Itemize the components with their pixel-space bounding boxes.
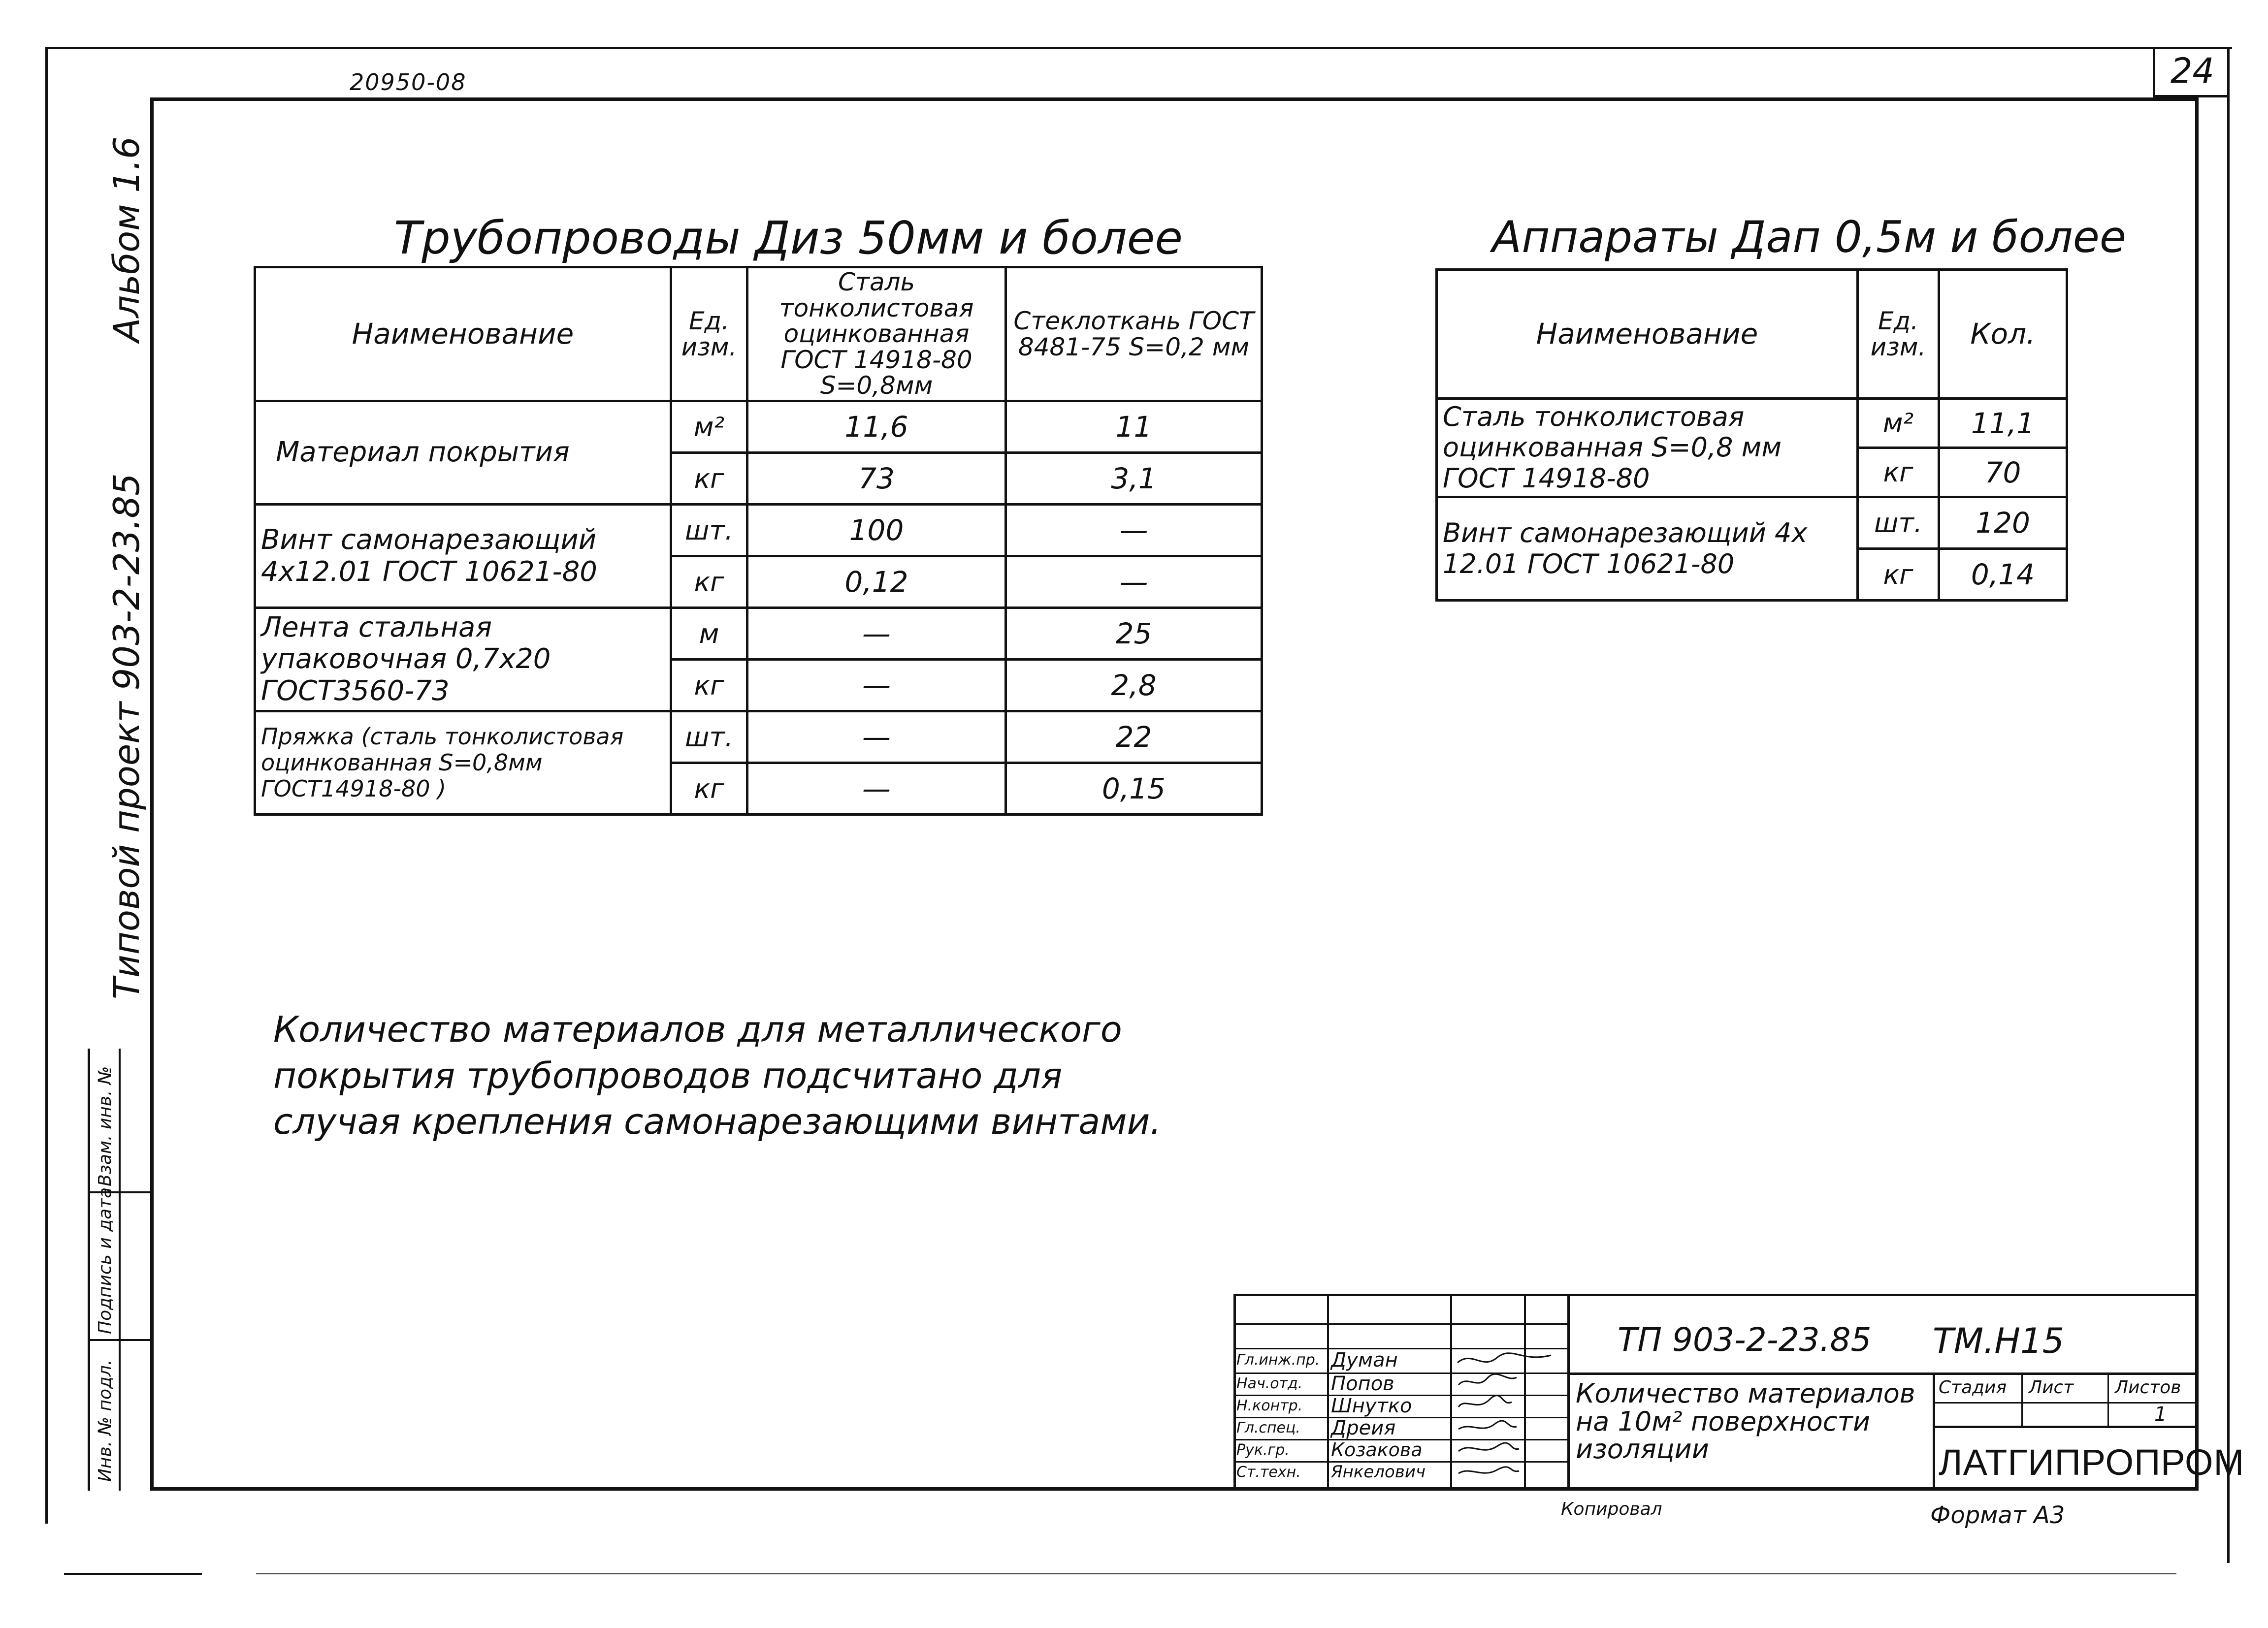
- note: [273, 1007, 1161, 1145]
- right-table-title: Аппараты Дап 0,5м и более: [1492, 212, 2126, 262]
- stamp-mark: ТМ.Н15: [1933, 1321, 2065, 1361]
- row-name: Сталь тонколистовая оцинкованная S=0,8 мм ГОСТ 14918-80: [1437, 399, 1858, 497]
- apparatus-table: [1435, 268, 2068, 602]
- person-name: Янкелович: [1331, 1462, 1426, 1482]
- row-value: —: [747, 660, 1006, 711]
- row-unit: кг: [671, 660, 747, 711]
- row-name: Лента стальная упаковочная 0,7х20 ГОСТ3560-73: [255, 608, 671, 711]
- row-value: 0,15: [1006, 763, 1262, 815]
- row-unit: кг: [671, 556, 747, 608]
- row-value: 22: [1006, 711, 1262, 763]
- row-unit: м: [671, 608, 747, 660]
- stamp-title: [1576, 1380, 1915, 1464]
- header-glass-fabric: Стеклоткань ГОСТ 8481-75 S=0,2 мм: [1006, 267, 1262, 401]
- signatures: [1453, 1348, 1571, 1491]
- row-value: 100: [747, 505, 1006, 556]
- row-unit: шт.: [671, 505, 747, 556]
- organization: ЛАТГИПРОПРОМ: [1939, 1442, 2245, 1483]
- outer-frame-right-edge: [2227, 47, 2230, 1563]
- row-unit: м²: [1858, 399, 1939, 448]
- album-label: Альбом 1.6: [106, 136, 147, 342]
- row-unit: кг: [1858, 448, 1939, 497]
- stamp-doc-number: ТП 903-2-23.85: [1618, 1321, 1872, 1359]
- person-name: Шнутко: [1331, 1395, 1412, 1417]
- row-value: 0,14: [1939, 549, 2067, 601]
- format-label: Формат А3: [1930, 1501, 2065, 1529]
- row-value: —: [747, 608, 1006, 660]
- row-unit: шт.: [671, 711, 747, 763]
- row-value: 120: [1939, 497, 2067, 549]
- sheet-number: 24: [2153, 47, 2230, 97]
- footer-line: [256, 1573, 2176, 1574]
- role-label: Н.контр.: [1236, 1397, 1303, 1414]
- person-name: Думан: [1331, 1349, 1398, 1372]
- row-value: 0,12: [747, 556, 1006, 608]
- role-label: Гл.спец.: [1236, 1419, 1300, 1436]
- row-unit: кг: [671, 453, 747, 505]
- row-name: Материал покрытия: [255, 401, 671, 505]
- row-value: 11,6: [747, 401, 1006, 453]
- strip-label-replace: Взам. инв. №: [95, 1066, 115, 1186]
- person-name: Дреия: [1331, 1417, 1396, 1439]
- note-line: Количество материалов для металлического: [273, 1009, 1122, 1050]
- stage-label: Стадия: [1939, 1377, 2007, 1398]
- person-name: Козакова: [1331, 1439, 1423, 1461]
- person-name: Попов: [1331, 1373, 1394, 1395]
- stamp-title-line: Количество материалов: [1576, 1378, 1915, 1409]
- header-steel: Сталь тонколистовая оцинкованная ГОСТ 14918-80 S=0,8мм: [747, 267, 1006, 401]
- pipelines-table: [254, 266, 1263, 816]
- project-label: Типовой проект 903-2-23.85: [106, 473, 147, 999]
- header-unit: Ед. изм.: [1858, 270, 1939, 399]
- row-unit: м²: [671, 401, 747, 453]
- note-line: покрытия трубопроводов подсчитано для: [273, 1054, 1063, 1096]
- row-name: Винт самонарезающий 4х12.01 ГОСТ 10621-80: [255, 505, 671, 608]
- left-table-title: Трубопроводы Диз 50мм и более: [394, 212, 1183, 264]
- role-label: Нач.отд.: [1236, 1375, 1303, 1392]
- role-label: Гл.инж.пр.: [1236, 1351, 1320, 1369]
- row-value: 73: [747, 453, 1006, 505]
- row-value: —: [747, 711, 1006, 763]
- strip-label-sign: Подпись и дата: [95, 1187, 115, 1334]
- row-value: 70: [1939, 448, 2067, 497]
- row-value: 3,1: [1006, 453, 1262, 505]
- sheets-label: Листов: [2115, 1377, 2181, 1398]
- row-value: 25: [1006, 608, 1262, 660]
- row-value: —: [1006, 505, 1262, 556]
- row-unit: шт.: [1858, 497, 1939, 549]
- header-name: Наименование: [1437, 270, 1858, 399]
- header-unit: Ед. изм.: [671, 267, 747, 401]
- row-value: —: [1006, 556, 1262, 608]
- stamp-title-line: изоляции: [1576, 1434, 1709, 1465]
- note-line: случая крепления самонарезающими винтами.: [273, 1101, 1162, 1143]
- role-label: Рук.гр.: [1236, 1441, 1290, 1459]
- sheet-label: Лист: [2029, 1377, 2074, 1398]
- row-name: Винт самонарезающий 4х 12.01 ГОСТ 10621-80: [1437, 497, 1858, 601]
- document-code: 20950-08: [350, 69, 467, 96]
- row-unit: кг: [671, 763, 747, 815]
- header-qty: Кол.: [1939, 270, 2067, 399]
- row-value: 2,8: [1006, 660, 1262, 711]
- sheets-value: 1: [2154, 1403, 2167, 1426]
- header-name: Наименование: [255, 267, 671, 401]
- role-label: Ст.техн.: [1236, 1464, 1301, 1481]
- row-value: 11: [1006, 401, 1262, 453]
- approval-strip: [88, 1049, 150, 1491]
- row-value: —: [747, 763, 1006, 815]
- footer-line: [64, 1573, 202, 1575]
- row-value: 11,1: [1939, 399, 2067, 448]
- strip-label-inv: Инв. № подл.: [95, 1359, 115, 1482]
- stamp-title-line: на 10м² поверхности: [1576, 1405, 1871, 1437]
- title-block: [1233, 1294, 2245, 1491]
- copied-by: Копировал: [1561, 1499, 1662, 1519]
- row-unit: кг: [1858, 549, 1939, 601]
- row-name: Пряжка (сталь тонколистовая оцинкованная S=0,8мм ГОСТ14918-80 ): [255, 711, 671, 815]
